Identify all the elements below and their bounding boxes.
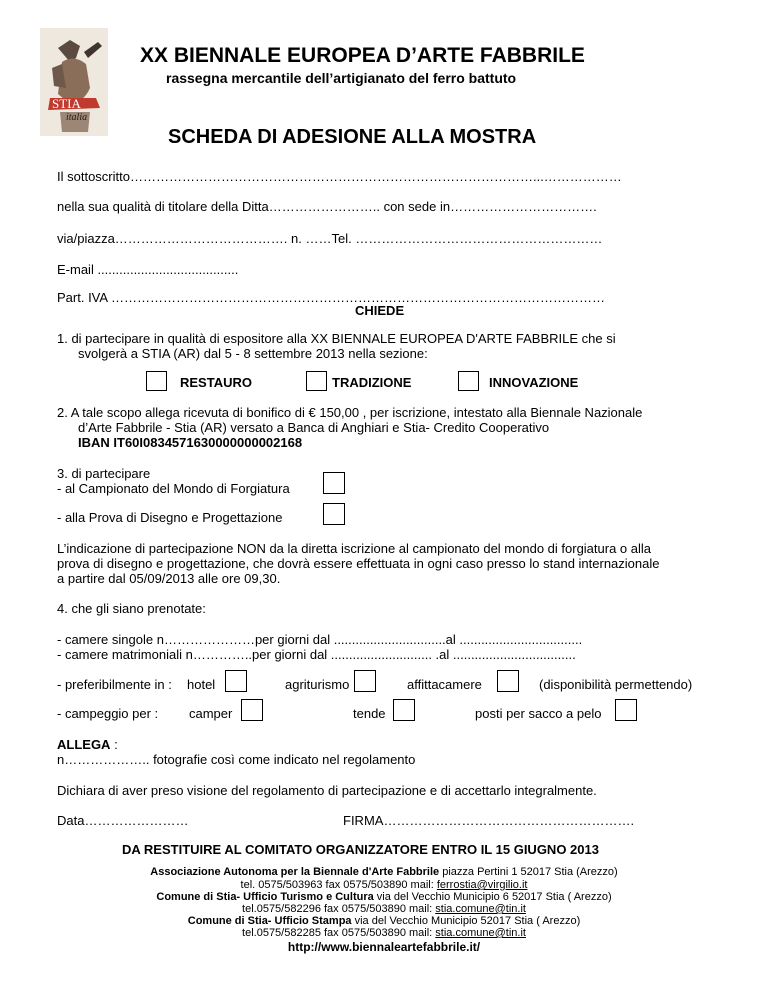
- item4-line1: 4. che gli siano prenotate:: [57, 601, 206, 616]
- form-title: SCHEDA DI ADESIONE ALLA MOSTRA: [168, 126, 537, 148]
- tende-checkbox[interactable]: [393, 699, 415, 721]
- firma-field[interactable]: FIRMA………………………………………………….: [343, 813, 635, 828]
- affittacamere-checkbox[interactable]: [497, 670, 519, 692]
- tradizione-checkbox[interactable]: [306, 371, 327, 391]
- dichiara-text: Dichiara di aver preso visione del regolamento di partecipazione e di accettarlo integralmente.: [57, 783, 597, 798]
- sacco-label: posti per sacco a pelo: [475, 706, 602, 721]
- sacco-checkbox[interactable]: [615, 699, 637, 721]
- note-line3: a partire dal 05/09/2013 alle ore 09,30.: [57, 571, 281, 586]
- note-line2: prova di disegno e progettazione, che dovrà essere effettuata in ogni caso presso lo stand internazionale: [57, 556, 660, 571]
- svg-text:STIA: STIA: [52, 96, 81, 111]
- allega-heading: ALLEGA :: [57, 737, 118, 752]
- innovazione-label: INNOVAZIONE: [489, 375, 579, 390]
- biennale-logo: [40, 28, 108, 136]
- svg-text:italia: italia: [66, 112, 88, 123]
- restauro-checkbox[interactable]: [146, 371, 167, 391]
- prova-label: - alla Prova di Disegno e Progettazione: [57, 510, 283, 525]
- campeggio-label: - campeggio per :: [57, 706, 159, 721]
- hotel-checkbox[interactable]: [225, 670, 247, 692]
- restauro-label: RESTAURO: [180, 375, 252, 390]
- item2-line2: d’Arte Fabbrile - Stia (AR) versato a Banca di Anghiari e Stia- Credito Cooperativo: [78, 420, 550, 435]
- assoc-mail-link[interactable]: ferrostia@virgilio.it: [436, 879, 528, 891]
- comune-stampa-mail-link[interactable]: stia.comune@tin.it: [435, 927, 526, 939]
- tradizione-label: TRADIZIONE: [332, 375, 412, 390]
- restituire-deadline: DA RESTITUIRE AL COMITATO ORGANIZZATORE ENTRO IL 15 GIUGNO 2013: [122, 842, 599, 857]
- campionato-label: - al Campionato del Mondo di Forgiatura: [57, 481, 290, 496]
- chiede-heading: CHIEDE: [355, 303, 405, 318]
- item1-line2: svolgerà a STIA (AR) dal 5 - 8 settembre 2013 nella sezione:: [78, 346, 428, 361]
- innovazione-checkbox[interactable]: [458, 371, 479, 391]
- camere-singole-field[interactable]: - camere singole n…………………per giorni dal ...............................al ..................................: [57, 632, 583, 647]
- ditta-field[interactable]: nella sua qualità di titolare della Ditta…………………….. con sede in…………………………….: [57, 199, 597, 214]
- footer-comune-turismo-contacts: tel.0575/582296 fax 0575/503890 mail: stia.comune@tin.it: [242, 903, 526, 915]
- sottoscritto-field[interactable]: Il sottoscritto…………………………………………………………………………………...………………: [57, 169, 622, 184]
- footer-comune-stampa: Comune di Stia- Ufficio Stampa via del Vecchio Municipio 52017 Stia ( Arezzo): [187, 915, 581, 927]
- affittacamere-label: affittacamere: [407, 677, 482, 692]
- footer-comune-turismo: Comune di Stia- Ufficio Turismo e Cultura via del Vecchio Municipio 6 52017 Stia ( Arezzo): [156, 891, 612, 903]
- website-link[interactable]: http://www.biennaleartefabbrile.it/: [287, 940, 481, 954]
- camere-matrimoniali-field[interactable]: - camere matrimoniali n…………..per giorni dal ............................ .al ..................................: [57, 647, 576, 662]
- prova-checkbox[interactable]: [323, 503, 345, 525]
- address-field[interactable]: via/piazza…………………………………. n. ……Tel. …………………………………………………: [57, 231, 603, 246]
- footer-comune-stampa-contacts: tel.0575/582285 fax 0575/503890 mail: stia.comune@tin.it: [242, 927, 526, 939]
- biennale-title: XX BIENNALE EUROPEA D’ARTE FABBRILE: [140, 44, 585, 67]
- data-field[interactable]: Data……………………: [57, 813, 189, 828]
- item1-line1: 1. di partecipare in qualità di espositore alla XX BIENNALE EUROPEA D'ARTE FABBRILE che si: [57, 331, 616, 346]
- agriturismo-checkbox[interactable]: [354, 670, 376, 692]
- item2-line1: 2. A tale scopo allega ricevuta di bonifico di € 150,00 , per iscrizione, intestato alla Biennale Nazionale: [57, 405, 643, 420]
- hotel-label: hotel: [187, 677, 216, 692]
- item3-line1: 3. di partecipare: [57, 466, 151, 481]
- tende-label: tende: [353, 706, 386, 721]
- disponibilita-note: (disponibilità permettendo): [539, 677, 693, 692]
- blacksmith-poster-image: [40, 28, 108, 136]
- email-field[interactable]: E-mail .......................................: [57, 262, 239, 277]
- comune-turismo-mail-link[interactable]: stia.comune@tin.it: [435, 903, 526, 915]
- campionato-checkbox[interactable]: [323, 472, 345, 494]
- camper-label: camper: [189, 706, 233, 721]
- footer-assoc: Associazione Autonoma per la Biennale d'Arte Fabbrile piazza Pertini 1 52017 Stia (Arezzo): [150, 866, 618, 878]
- biennale-subtitle: rassegna mercantile dell’artigianato del ferro battuto: [166, 70, 517, 86]
- agriturismo-label: agriturismo: [285, 677, 350, 692]
- note-line1: L’indicazione di partecipazione NON da la diretta iscrizione al campionato del mondo di forgiatura o alla: [57, 541, 652, 556]
- fotografie-field[interactable]: n……………….. fotografie così come indicato nel regolamento: [57, 752, 416, 767]
- iva-field[interactable]: Part. IVA ……………………………………………………………………………………………………: [57, 290, 605, 305]
- footer-assoc-contacts: tel. 0575/503963 fax 0575/503890 mail: ferrostia@virgilio.it: [240, 879, 528, 891]
- preferibilmente-label: - preferibilmente in :: [57, 677, 172, 692]
- iban-text: IBAN IT60I0834571630000000002168: [78, 435, 303, 450]
- camper-checkbox[interactable]: [241, 699, 263, 721]
